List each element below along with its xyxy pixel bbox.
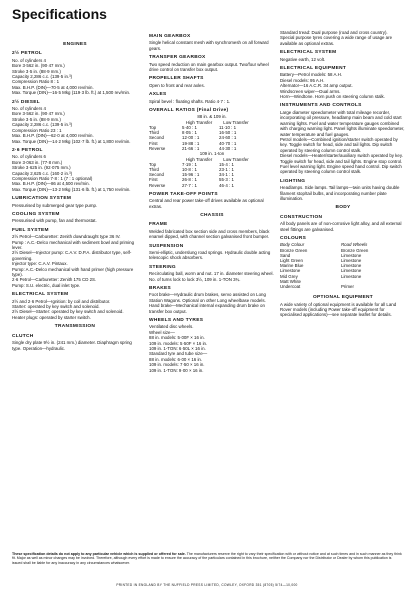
gear-cell: Reverse [149,182,166,188]
transfer-text: Two speed reduction on main gearbox output. Two/four wheel drive control on transfer box output. [149,61,269,73]
spec-line: No. of cylinders 4 [12,57,46,63]
colours-table [280,242,402,289]
body-heading: BODY [335,205,351,211]
optional-equipment-heading: OPTIONAL EQUIPMENT [313,295,373,301]
electrical-heading: ELECTRICAL SYSTEM [12,292,69,298]
ratio-cell: 44·30 : 1 [219,145,237,151]
body-colour-cell: Mid Grey [280,273,298,279]
body-colour-cell: Light Green [280,258,303,264]
lubrication-heading: LUBRICATION SYSTEM [12,196,72,202]
ratio-cell: 34·1 : 1 [219,172,234,178]
axles-heading: AXLES [149,92,167,98]
cooling-heading: COOLING SYSTEM [12,211,60,217]
main-gearbox-text: Single helical constant mesh with synchromesh on all forward gears. [149,40,269,51]
fuel-specs [12,234,138,288]
spec-line: No. of cylinders 6 [12,154,46,160]
six-cyl-heading: 2·6 PETROL [12,147,43,153]
gear-cell: Third [149,166,160,172]
wheel-colour-cell: Primer [341,284,354,290]
wheels-text: Ventilated disc wheels. Wheel size— 88 in. models: 5·00F × 16 in. 109 in. models: 5·50F × 16 in. 109 in. 1-TON: 6·50L × 16 in. Standard tyre and tube size— 88 in. models: 6·00 × 16 in. 109 in. models: 7·50 × 16 in. 109 in. 1-TON: 9·00 × 16 in. [149,324,208,373]
ratios-table-109 [149,157,256,188]
ratio-cell: 26·8 : 1 [182,177,197,183]
diesel-heading: 2½ DIESEL [12,99,41,105]
spec-line: Max. Torque (DIN)—13·2 Mkg (131·6 lb. ft.) at 1,750 rev/min. [12,186,131,192]
wheel-colour-cell: Bronze Green [341,247,369,253]
spec-line: Heater plugs: operated by starter switch. [12,314,91,320]
construction-heading: CONSTRUCTION [280,214,323,220]
ratio-cell: 7·19 : 1 [182,161,197,167]
page-title: Specifications [12,6,107,22]
ratio-cell: 5·40 : 1 [182,125,197,131]
ratio-cell: 15·96 : 1 [182,172,200,178]
wheel-colour-cell: Limestone [341,252,362,258]
spec-line: 2½ Petrol—Carburetter: Zenith downdraught type 36 IV. [12,234,121,240]
lighting-text: Headlamps. Side lamps. Tail lamps—twin units having double filament stop/tail bulbs, and incorporating number plate illumination. [280,185,400,201]
wheels-heading: WHEELS AND TYRES [149,318,204,324]
printer-footer: PRINTED IN ENGLAND BY THE NUFFIELD PRESS LIMITED, COWLEY, OXFORD 351 (8705) 5/74—10,000 [116,583,298,587]
column-engines [12,38,138,354]
propshaft-heading: PROPELLER SHAFTS [149,76,204,82]
wheel-colour-cell: Limestone [341,273,362,279]
lubrication-text: Pressurised by submerged gear type pump. [12,202,98,208]
column-header: High Transfer [185,156,213,162]
spec-line: Stroke 3·625 in. (92·075 mm.) [12,165,71,171]
suspension-text: Semi-elliptic, underslung road springs. Hydraulic double acting telescopic shock absorbers. [149,249,271,261]
electrical-system-heading: ELECTRICAL SYSTEM [280,50,337,56]
gear-cell: Third [149,130,160,136]
ratio-cell: 55·3 : 1 [219,177,234,183]
ratio-cell: 24·60 : 1 [219,135,237,141]
petrol-specs [12,58,138,96]
ratio-cell: 16·50 : 1 [219,130,237,136]
frame-heading: FRAME [149,222,168,228]
ratios-subheading-88: 88 in. & 109 in. [197,114,227,120]
ratio-cell: 40·70 : 1 [219,140,237,146]
column-header: Body Colour [280,242,305,248]
table-row [280,284,402,289]
instruments-heading: INSTRUMENTS AND CONTROLS [280,103,362,109]
spec-line: Max. B.H.P. (DIN)—70·5 at 4,000 rev/min. [12,84,94,90]
lighting-heading: LIGHTING [280,178,306,184]
clutch-heading: CLUTCH [12,333,34,339]
spec-line: Pump: S.U. electric, dual inlet type. [12,282,81,288]
spec-line: Capacity 2,625 c.c. (160·2 in.³) [12,170,73,176]
spec-line: Pump : A.C.-Delco mechanical with sediment bowl and priming lever. [12,239,135,250]
ratio-cell: 19·88 : 1 [182,140,200,146]
column-header: Road Wheels [341,242,368,248]
gear-cell: Top [149,161,157,167]
wheel-colour-cell: Limestone [341,258,362,264]
pto-text: Central and rear power take-off drives available as optional extras. [149,198,264,209]
ratio-cell: 21·66 : 1 [182,145,200,151]
spec-line: Stroke 3·5 in. (88·9 mm.) [12,116,61,122]
spec-line: Capacity 2,286 c.c. (139·5 in.³) [12,74,73,80]
ratio-cell: 23·1 : 1 [219,166,234,172]
column-header: Low Transfer [223,119,249,125]
axles-text: Spiral bevel : floating shafts. Ratio 4·7 : 1. [149,98,231,104]
spec-line: Compression Ratio 7·8 : 1 (7 : 1 optional) [12,175,93,181]
gear-cell: Top [149,125,157,131]
disclaimer [12,552,402,565]
petrol-heading: 2½ PETROL [12,51,43,57]
tread-text: Standard tread: Dual purpose (road and cross country). Special purpose tyres covering a wide range of usage are available as optional extras. [280,30,393,46]
spec-line: Starter: operated by key switch and solenoid. [12,304,100,310]
spec-line: Max. Torque (DIN)—14·2 Mkg (102·7 lb. ft.) at 1,800 rev/min. [12,138,131,144]
colours-heading: COLOURS [280,236,307,241]
spec-line: Pump: A.C.-Delco mechanical with hand primer (high pressure type). [12,266,134,278]
ratio-cell: 27·7 : 1 [182,182,197,188]
gear-cell: First [149,140,158,146]
propshaft-text: Open to front and rear axles. [149,82,205,88]
frame-text: Welded fabricated box section side and cross members, black enamel dipped, with channel section galvanised front bumper. [149,228,270,240]
spec-line: Capacity 2,286 c.c. (139·5 in.³) [12,122,73,128]
ratio-cell: 10·8 : 1 [182,166,197,172]
ratio-cell: 11·10 : 1 [219,125,237,131]
construction-text: All body panels are of non-corrosive light alloy, and all external steel fittings are galvanised. [280,221,402,232]
body-colour-cell: Sand [280,252,291,258]
gear-cell: Second [149,135,164,141]
ratio-cell: 15·4 : 1 [219,161,234,167]
body-colour-cell: Limestone [280,268,301,274]
ratio-cell: 12·00 : 1 [182,135,200,141]
pto-heading: POWER TAKE-OFF POINTS [149,191,218,197]
chassis-heading: CHASSIS [200,212,224,218]
ratios-subheading-109: 109 in. 1-ton [199,151,225,157]
spec-line: Max. B.H.P. (DIN)—86 at 4,500 rev/min. [12,181,90,187]
clutch-text: Single dry plate 9½ in. (241 mm.) diameter. Diaphragm spring type. Operation—hydraulic. [12,340,132,351]
six-cyl-specs [12,154,138,192]
steering-text: Recirculating ball, worm and nut. 17 in. diameter steering wheel. No. of turns lock to lock 3½, 109 in. 1-TON 3¾. [149,271,274,282]
brakes-text: Foot brake—Hydraulic drum brakes, servo assisted on Long Station Wagons. Optional on other Long wheelbase models. Hand brake—Mechanical internal expanding drum brake on transfer box output. [149,292,266,314]
column-header: High Transfer [185,119,213,125]
spec-line: 2½ Diesel—Starter: operated by key switch and solenoid. [12,309,124,315]
spec-line: Max. B.H.P. (DIN)—62·0 at 4,000 rev/min. [12,133,94,139]
spec-line: 2½ Diesel—Injector pump: C.A.V. D.P.A. distributor type, self-governing. [12,250,132,261]
spec-line: 2½ and 2·6 Petrol—Ignition: by coil and distributor. [12,298,111,304]
cooling-text: Pressurised with pump, fan and thermostat. [12,218,97,224]
engines-heading: ENGINES [63,42,87,47]
brakes-heading: BRAKES [149,286,172,291]
transmission-heading: TRANSMISSION [54,324,96,330]
spec-line: Stroke 3·5 in. (88·9 mm.) [12,68,61,74]
body-colour-cell: Matt White [280,278,301,284]
column-electrical-body [280,30,406,321]
ratios-table-88 [149,120,256,151]
ratio-cell: 46·4 : 1 [219,182,234,188]
column-gearbox-chassis [149,30,275,376]
body-colour-cell: Undercoat [280,284,301,290]
disclaimer-body: The manufacturers reserve the right to vary their specification with or without notice and at such times and in such manner as they think fit. Major as well as minor changes may be involved. Therefore, although every effort is made to ensure the accuracy of the particulars contained in this brochure, neither the Company nor the Distributor or Dealer by whom this publication is issued shall be liable for any inaccuracy in any circumstances whatsoever. [12,552,402,565]
gear-cell: Second [149,172,164,178]
optional-equipment-text: A wide variety of optional equipment is available for all Land Rover models (including Power take-off equipment for specialised applications)—see separate leaflet for details. [280,301,397,318]
instruments-text: Large diameter speedometer with total mileage recorder, incorporating oil pressure, headlamp main beam and cold start warning lights. Fuel and water temperature gauges combined with charging warning light. Panel lights illuminate speedometer, water temperature and fuel gauges. Petrol models—Combined ignition/starter switch operated by key. Toggle switch for head, side and tail lights. Dip switch operated by steering column control stalk. Diesel models—Heater/starter/auxiliary switch operated by key. Toggle switch for head, side and tail lights. Engine stop control. Fuel level warning light. Engine speed hand control. Dip switch operated by steering column control stalk. [280,109,405,175]
table-row [149,183,256,188]
ratio-cell: 8·05 : 1 [182,130,197,136]
transfer-heading: TRANSFER GEARBOX [149,55,206,61]
electrical-system-text: Negative earth, 12 volt. [280,56,326,62]
spec-line: Compression Ratio 8 : 1 [12,79,60,85]
body-colour-cell: Bronze Green [280,247,308,253]
spec-line: Injector type: C.A.V. Pintaux. [12,261,68,267]
wheel-colour-cell: Limestone [341,268,362,274]
electrical-equipment-heading: ELECTRICAL EQUIPMENT [280,66,347,72]
steering-heading: STEERING [149,264,176,270]
spec-line: No. of cylinders 4 [12,106,46,112]
diesel-specs [12,106,138,144]
gear-cell: First [149,177,158,183]
spec-line: Compression Ratio 23 : 1 [12,127,62,133]
column-header: Low Transfer [223,156,249,162]
body-colour-cell: Marine Blue [280,263,304,269]
spec-line: 2·6 Petrol—Carburetter: Zenith 175 CD 2S. [12,277,97,283]
spec-line: Bore 3·562 in. (90·47 mm.) [12,63,65,69]
electrical-equipment-text: Battery—Petrol models: 58 A.H. Diesel models: 95 A.H. Alternator—16 A.C.R. 34 amp output. Windscreen wiper—Dual arms. Horn—Windtone. Horn push on steering column stalk. [280,72,385,100]
suspension-heading: SUSPENSION [149,243,184,249]
gear-cell: Reverse [149,145,166,151]
spec-line: Max. Torque (DIN)—16·5 Mkg (119·3 lb. ft.) at 1,500 rev/min. [12,90,131,96]
disclaimer-lead: These specification details do not apply to any particular vehicle which is supplied or offered for sale. [12,552,186,556]
ratios-heading: OVERALL RATIOS (Final Drive) [149,108,229,114]
electrical-specs [12,299,138,321]
main-gearbox-heading: MAIN GEARBOX [149,34,191,39]
fuel-heading: FUEL SYSTEM [12,227,49,233]
spec-line: Bore 3·063 in. (77·8 mm.) [12,159,63,165]
spec-line: Bore 3·562 in. (90·47 mm.) [12,111,65,117]
wheel-colour-cell: Limestone [341,263,362,269]
